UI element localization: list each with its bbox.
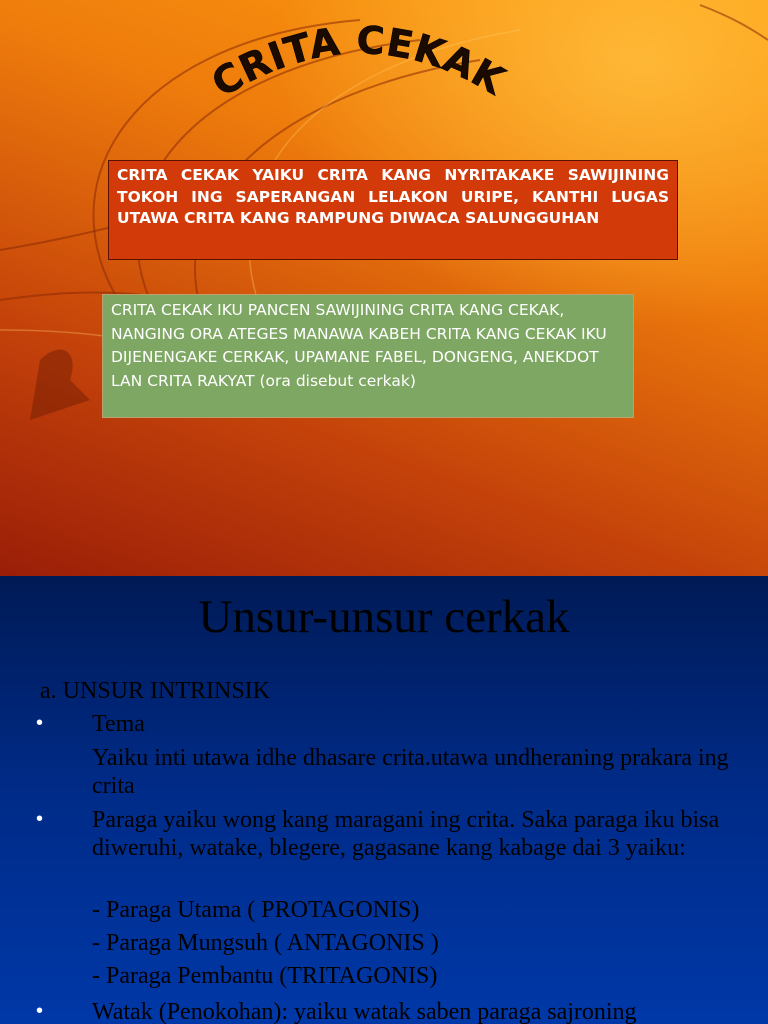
definition-box: CRITA CEKAK YAIKU CRITA KANG NYRITAKAKE SAWIJINING TOKOH ING SAPERANGAN LELAKON URIPE, KANTHI LUGAS UTAWA CRITA KANG RAMPUNG DIWACA SALUNGGUHAN <box>108 160 678 260</box>
list-subitem: - Paraga Utama ( PROTAGONIS) <box>92 897 420 923</box>
list-item-label: Paraga yaiku wong kang maragani ing crita. Saka paraga iku bisa diweruhi, watake, blegere, gagasane kang kabage dai 3 yaiku: <box>92 807 720 861</box>
bullet-icon: • <box>36 808 44 830</box>
slide-title: Unsur-unsur cerkak <box>198 591 570 643</box>
list-item-label: Tema <box>92 711 145 737</box>
list-item-label: Watak (Penokohan): yaiku watak saben paraga sajroning <box>92 999 637 1024</box>
list-item-detail: Yaiku inti utawa idhe dhasare crita.utawa undheraning prakara ing crita <box>92 745 729 799</box>
bullet-icon: • <box>36 712 44 734</box>
bullet-icon: • <box>36 1000 44 1022</box>
list-subitem: - Paraga Mungsuh ( ANTAGONIS ) <box>92 930 439 956</box>
note-box: CRITA CEKAK IKU PANCEN SAWIJINING CRITA KANG CEKAK, NANGING ORA ATEGES MANAWA KABEH CRITA KANG CEKAK IKU DIJENENGAKE CERKAK, UPAMANE FABEL, DONGENG, ANEKDOT LAN CRITA RAKYAT (ora disebut cerkak) <box>102 294 634 418</box>
svg-text:CRITA CEKAK <box>204 18 512 105</box>
list-subitem: - Paraga Pembantu (TRITAGONIS) <box>92 963 438 989</box>
slide-title: CRITA CEKAK <box>204 18 513 106</box>
title-curved <box>0 0 768 130</box>
slide-unsur-cerkak <box>0 576 768 1024</box>
section-heading: a. UNSUR INTRINSIK <box>40 678 270 704</box>
